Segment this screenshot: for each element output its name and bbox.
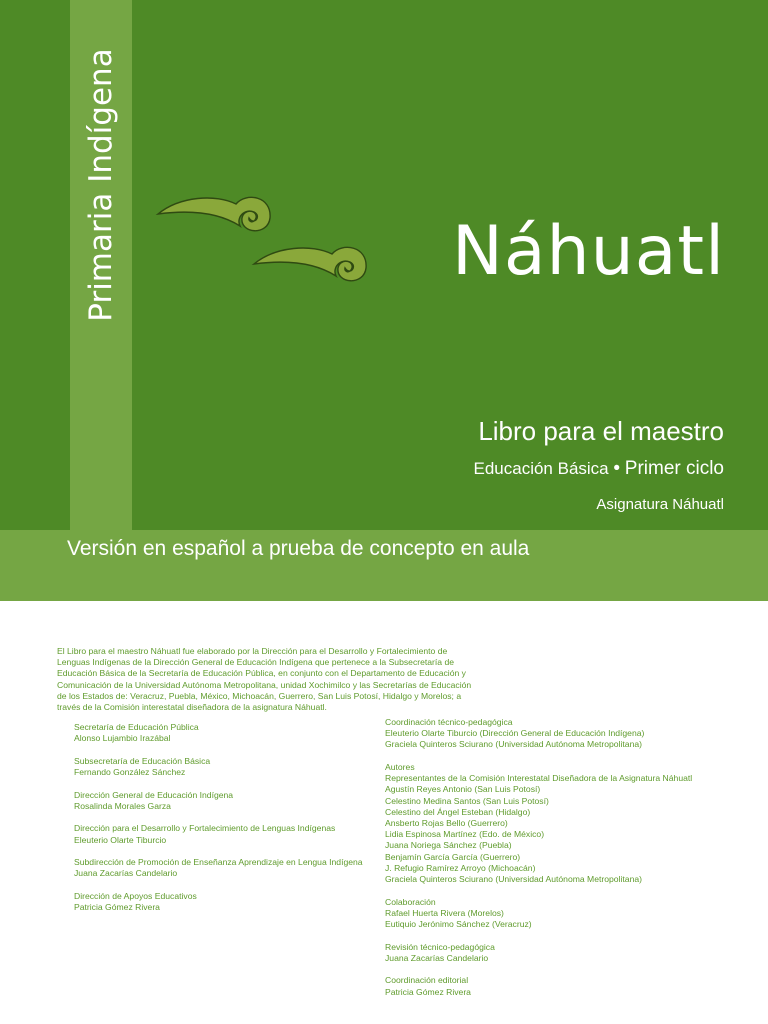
review-line: Juana Zacarías Candelario (385, 952, 489, 963)
intro-line: El Libro para el maestro Náhuatl fue elaborado por la Dirección para el Desarrollo y Fortalecimiento de (57, 646, 448, 656)
credit-block (74, 891, 374, 913)
credit-name: Rosalinda Morales Garza (74, 800, 171, 811)
intro-line: Lenguas Indígenas de la Dirección General de Educación Indígena que pertenece a la Subsecretaría de (57, 657, 455, 668)
intro-line: Comunicación de la Universidad Autónoma Metropolitana, unidad Xochimilco y las Secretarías de Educación (57, 679, 472, 690)
coordination-line: Graciela Quinteros Sciurano (Universidad Autónoma Metropolitana) (385, 739, 642, 750)
coordination-heading: Coordinación técnico-pedagógica (385, 717, 513, 727)
credit-name: Eleuterio Olarte Tiburcio (74, 834, 167, 845)
credit-name: Fernando González Sánchez (74, 767, 186, 777)
credit-block (74, 790, 374, 812)
author-line: J. Refugio Ramírez Arroyo (Michoacán) (385, 862, 536, 873)
side-title: Primaria Indígena (83, 48, 119, 322)
education-level (474, 458, 725, 480)
author-line: Celestino del Ángel Esteban (Hidalgo) (385, 806, 531, 817)
review-heading: Revisión técnico-pedagógica (385, 941, 495, 952)
level-basic: Educación Básica (473, 459, 609, 478)
credits-left-column (74, 722, 374, 925)
author-line: Juana Noriega Sánchez (Puebla) (385, 840, 512, 851)
credit-name: Patricia Gómez Rivera (74, 902, 160, 913)
author-line: Lidia Espinosa Martínez (Edo. de México) (385, 829, 545, 840)
collaboration-line: Eutiquio Jerónimo Sánchez (Veracruz) (385, 919, 532, 930)
credit-name: Juana Zacarías Candelario (74, 868, 178, 879)
book-title: Náhuatl (452, 212, 725, 291)
credit-role: Subsecretaría de Educación Básica (74, 755, 211, 766)
coordination-block (385, 717, 725, 751)
credit-role: Dirección General de Educación Indígena (74, 789, 234, 800)
book-subtitle: Libro para el maestro (478, 416, 724, 446)
credit-name: Alonso Lujambio Irazábal (74, 733, 171, 744)
collaboration-heading: Colaboración (385, 896, 436, 907)
credit-block (74, 857, 374, 879)
intro-line: de los Estados de: Veracruz, Puebla, México, Michoacán, Guerrero, San Luis Potosí, Hidalgo y Morelos; a (57, 690, 462, 701)
intro-line: través de la Comisión interestatal diseñadora de la asignatura Náhuatl. (57, 702, 327, 713)
editorial-heading: Coordinación editorial (385, 975, 469, 986)
credit-role: Secretaría de Educación Pública (74, 722, 199, 732)
collaboration-line: Rafael Huerta Rivera (Morelos) (385, 907, 504, 918)
level-bullet: • (613, 458, 621, 479)
intro-line: Educación Básica de la Secretaría de Educación Pública, en conjunto con el Departamento de Educación y (57, 668, 466, 679)
authors-heading: Autores (385, 762, 415, 772)
credit-role: Dirección para el Desarrollo y Fortalecimiento de Lenguas Indígenas (74, 823, 336, 834)
review-block (385, 942, 725, 964)
collaboration-block (385, 897, 725, 931)
authors-block (385, 762, 725, 885)
credits-right-column (385, 717, 725, 1009)
author-line: Celestino Medina Santos (San Luis Potosí) (385, 795, 549, 806)
subject-label: Asignatura Náhuatl (596, 496, 724, 513)
author-line: Agustín Reyes Antonio (San Luis Potosí) (385, 784, 541, 795)
upper-swirl-icon (158, 197, 270, 230)
coordination-line: Eleuterio Olarte Tiburcio (Dirección General de Educación Indígena) (385, 728, 645, 739)
version-text: Versión en español a prueba de concepto en aula (67, 537, 530, 560)
author-line: Benjamín García García (Guerrero) (385, 851, 521, 862)
level-cycle: Primer ciclo (624, 458, 724, 479)
author-line: Ansberto Rojas Bello (Guerrero) (385, 818, 508, 829)
credit-role: Subdirección de Promoción de Enseñanza Aprendizaje en Lengua Indígena (74, 857, 363, 868)
editorial-line: Patricia Gómez Rivera (385, 986, 471, 997)
intro-paragraph (57, 646, 472, 713)
lower-swirl-icon (254, 247, 366, 280)
credit-block (74, 722, 374, 744)
credit-role: Dirección de Apoyos Educativos (74, 890, 197, 901)
swirl-ornament-icon (150, 190, 390, 300)
editorial-block (385, 975, 725, 997)
credit-block (74, 823, 374, 845)
credit-block (74, 756, 374, 778)
author-line: Representantes de la Comisión Interestatal Diseñadora de la Asignatura Náhuatl (385, 773, 693, 784)
author-line: Graciela Quinteros Sciurano (Universidad Autónoma Metropolitana) (385, 874, 642, 885)
